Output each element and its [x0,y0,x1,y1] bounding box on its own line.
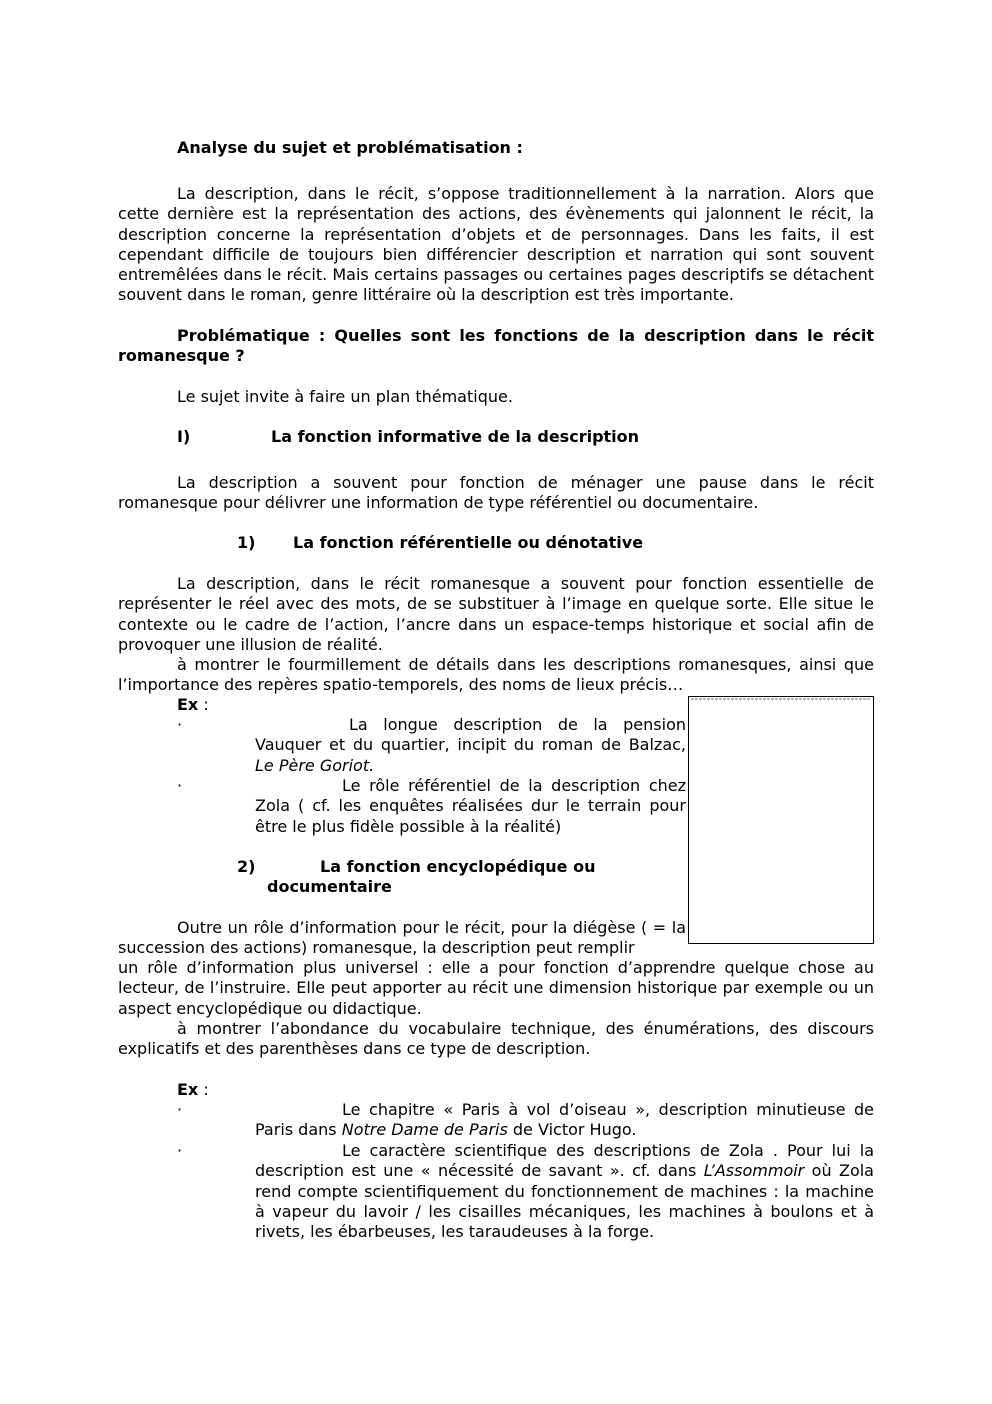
part1-paragraph: La description a souvent pour fonction de ménager une pause dans le récit romanesque pour délivrer une information de type référentiel ou documentaire. [118,473,874,513]
sub2-paragraph-part1: Outre un rôle d’information pour le récit, pour la diégèse ( = la succession des actions) romanesque, la description peut remplir [118,918,686,958]
part1-heading: La fonction informative de la description [271,427,640,446]
sub1-bullet1-title: Le Père Goriot. [255,755,375,775]
sub2-bullet2-text: Le caractère scientifique des descriptions de Zola . Pour lui la description est une « nécessité de savant ». cf. dans [255,1141,874,1181]
image-caption-strip [691,698,871,700]
bullet-icon: · [177,1141,183,1160]
sub2-paragraph-part2: un rôle d’information plus universel : elle a pour fonction d’apprendre quelque chose au lecteur, de l’instruire. Elle peut apporter au récit une dimension historique par exemple ou un aspect encyclopédique ou didactique. [118,958,874,1018]
intro-paragraph: La description, dans le récit, s’oppose traditionnellement à la narration. Alors que cette dernière est la représentation des actions, des évènements qui jalonnent le récit, la description concerne la représentation d’objets et de personnages. Dans les faits, il est cependant difficile de toujours bien différencier description et narration qui sont souvent entremêlées dans le récit. Mais certains passages ou certaines pages descriptifs se détachent souvent dans le roman, genre littéraire où la description est très importante. [118,184,874,305]
sub2-bullet1-text: Le chapitre « Paris à vol d’oiseau », description minutieuse de Paris dans [255,1100,874,1140]
sub2-heading-line2: documentaire [267,877,392,896]
sub1-example-label [177,695,209,715]
ex-colon: : [198,695,209,714]
sub1-heading: La fonction référentielle ou dénotative [293,533,644,552]
part1-number: I) [177,427,191,446]
ex-label: Ex [177,1080,199,1099]
sub2-arrow-paragraph: à montrer l’abondance du vocabulaire technique, des énumérations, des discours explicatifs et des parenthèses dans ce type de description. [118,1019,874,1059]
bullet-icon: · [177,1100,183,1119]
sub1-arrow-paragraph: à montrer le fourmillement de détails dans les descriptions romanesques, ainsi que l’importance des repères spatio-temporels, des noms de lieux précis… [118,655,874,695]
sub2-bullet2 [255,1141,874,1242]
ex-colon: : [198,1080,209,1099]
plan-note: Le sujet invite à faire un plan thématique. [177,387,513,406]
ex-label: Ex [177,695,199,714]
sub1-bullet2: Le rôle référentiel de la description chez Zola ( cf. les enquêtes réalisées dur le terrain pour être le plus fidèle possible à la réalité) [255,776,686,836]
sub2-bullet1-title: Notre Dame de Paris [341,1120,508,1140]
bullet-icon: · [177,715,183,734]
embedded-image-frame [688,696,874,944]
sub2-number: 2) [237,857,256,876]
page-title: Analyse du sujet et problématisation : [177,138,523,157]
problematique: Problématique : Quelles sont les fonctions de la description dans le récit romanesque ? [118,326,874,366]
sub2-bullet2-title: L’Assommoir [703,1161,805,1181]
bullet-icon: · [177,776,183,795]
sub2-bullet1 [255,1100,874,1141]
sub2-bullet1-tail: de Victor Hugo. [512,1120,637,1140]
sub2-example-label [177,1080,209,1100]
sub1-paragraph: La description, dans le récit romanesque a souvent pour fonction essentielle de représenter le réel avec des mots, de se substituer à l’image en quelque sorte. Elle situe le contexte ou le cadre de l’action, l’ancre dans un espace-temps historique et social afin de provoquer une illusion de réalité. [118,574,874,654]
sub1-bullet1 [255,715,686,776]
sub1-number: 1) [237,533,256,552]
sub2-bullet2-tail: où Zola rend compte scientifiquement du fonctionnement de machines : la machine à vapeur du lavoir / les cisailles mécaniques, les machines à boulons et à rivets, les ébarbeuses, les taraudeuses à la forge. [255,1161,874,1242]
sub2-heading-line1: La fonction encyclopédique ou [320,857,596,876]
sub1-bullet1-text: La longue description de la pension Vauquer et du quartier, incipit du roman de Balzac, [255,715,686,755]
